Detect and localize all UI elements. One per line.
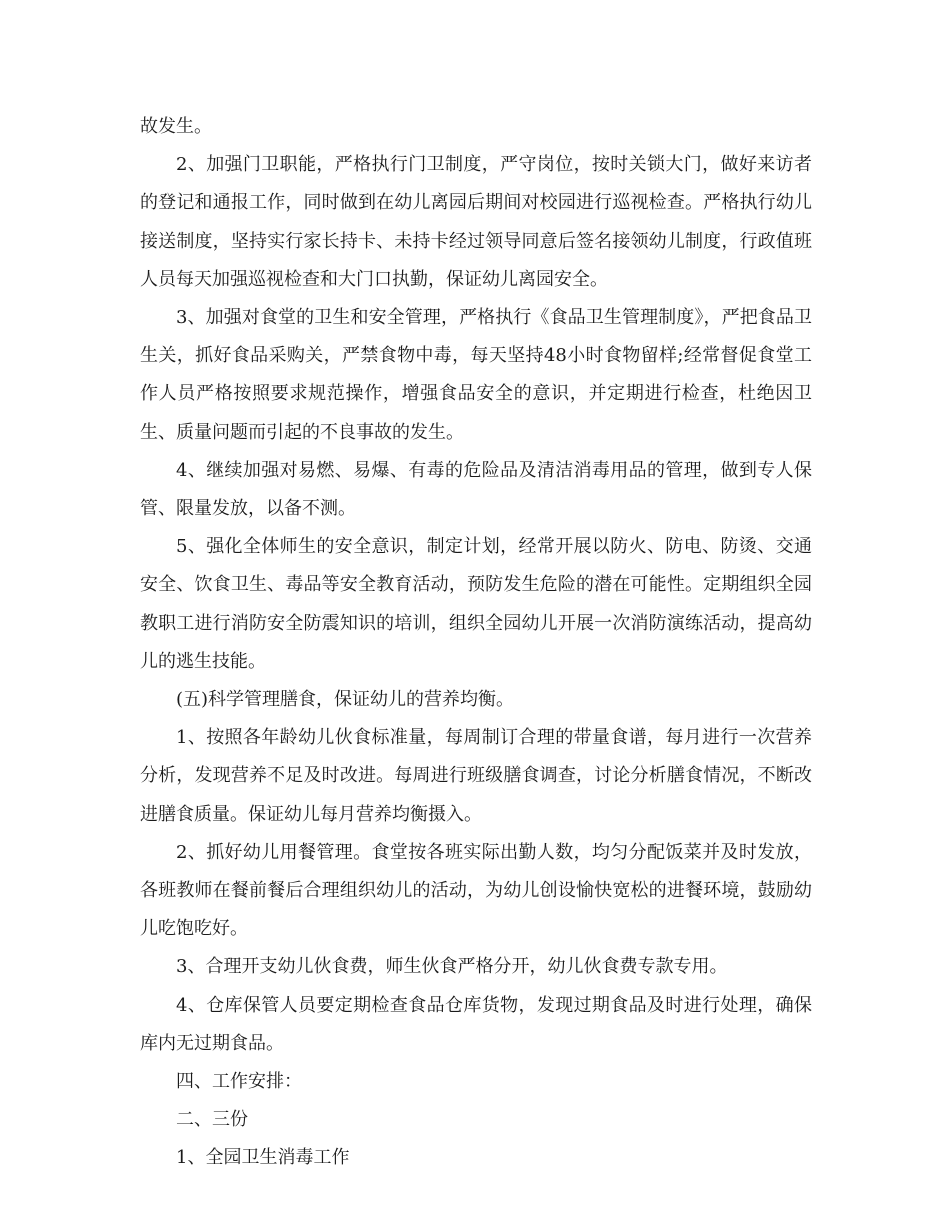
paragraph-9: 3、合理开支幼儿伙食费，师生伙食严格分开，幼儿伙食费专款专用。 — [176, 956, 728, 978]
paragraph-1: 故发生。 — [140, 116, 212, 137]
paragraph-5: 5、强化全体师生的安全意识，制定计划，经常开展以防火、防电、防烫、交通安全、饮食卫生、毒品等安全教育活动，预防发生危险的潜在可能性。定期组织全园教职工进行消防安全防震知识的培训，组织全园幼儿开展一次消防演练活动，提高幼儿的逃生技能。 — [140, 536, 812, 672]
subheading-month: 二、三份 — [176, 1109, 248, 1131]
paragraph-8: 2、抓好幼儿用餐管理。食堂按各班实际出勤人数，均匀分配饭菜并及时发放，各班教师在餐前餐后合理组织幼儿的活动，为幼儿创设愉快宽松的进餐环境，鼓励幼儿吃饱吃好。 — [140, 841, 812, 940]
paragraph-3: 3、加强对食堂的卫生和安全管理，严格执行《食品卫生管理制度》，严把食品卫生关，抓好食品采购关，严禁食物中毒，每天坚持48小时食物留样;经常督促食堂工作人员严格按照要求规范操作，增强食品安全的意识，并定期进行检查，杜绝因卫生、质量问题而引起的不良事故的发生。 — [140, 307, 812, 443]
section-heading-work-plan: 四、工作安排： — [176, 1071, 302, 1093]
paragraph-2: 2、加强门卫职能，严格执行门卫制度，严守岗位，按时关锁大门，做好来访者的登记和通报工作，同时做到在幼儿离园后期间对校园进行巡视检查。严格执行幼儿接送制度，坚持实行家长持卡、未持卡经过领导同意后签名接领幼儿制度，行政值班人员每天加强巡视检查和大门口执勤，保证幼儿离园安全。 — [140, 154, 812, 290]
paragraph-4: 4、继续加强对易燃、易爆、有毒的危险品及清洁消毒用品的管理，做到专人保管、限量发放，以备不测。 — [140, 459, 812, 520]
section-heading-5: (五)科学管理膳食，保证幼儿的营养均衡。 — [176, 689, 515, 711]
paragraph-7: 1、按照各年龄幼儿伙食标准量，每周制订合理的带量食谱，每月进行一次营养分析，发现营养不足及时改进。每周进行班级膳食调查，讨论分析膳食情况，不断改进膳食质量。保证幼儿每月营养均衡摄入。 — [140, 727, 812, 825]
document-body — [140, 108, 812, 1178]
paragraph-10: 4、仓库保管人员要定期检查食品仓库货物，发现过期食品及时进行处理，确保库内无过期食品。 — [140, 994, 812, 1054]
list-item-1: 1、全园卫生消毒工作 — [176, 1147, 350, 1169]
